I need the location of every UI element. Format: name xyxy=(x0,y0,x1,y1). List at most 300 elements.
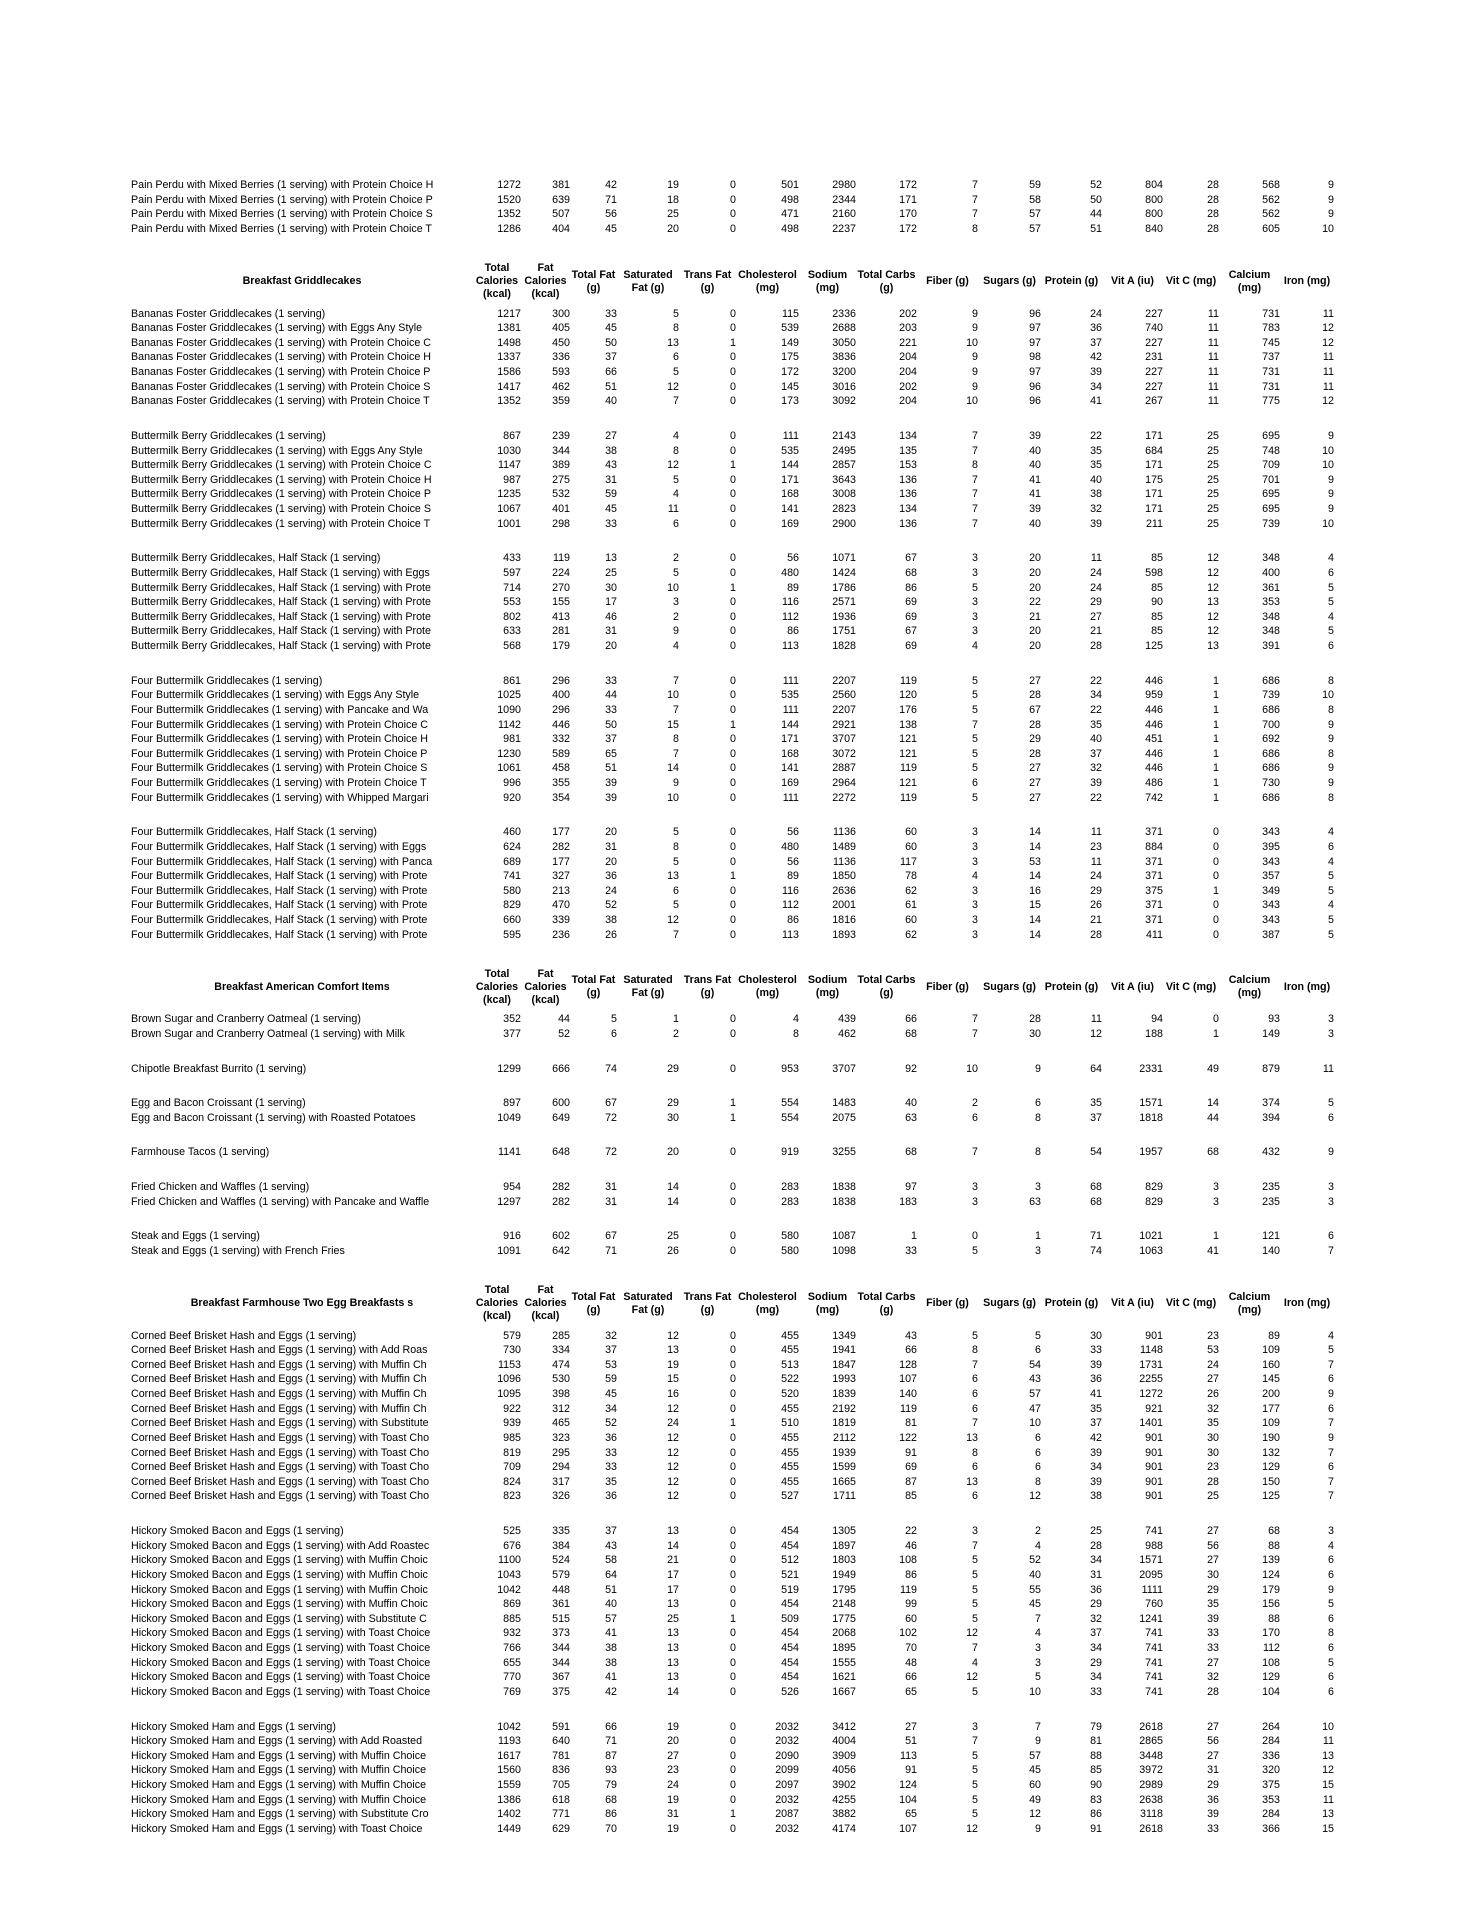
nutrient-value: 227 xyxy=(1145,380,1163,393)
nutrient-value: 1217 xyxy=(497,307,521,320)
column-header: Protein (g) xyxy=(1044,275,1099,287)
nutrient-value: 454 xyxy=(781,1539,799,1552)
nutrient-value: 802 xyxy=(503,610,521,623)
nutrient-value: 344 xyxy=(552,444,570,457)
nutrient-value: 9 xyxy=(972,351,978,364)
nutrient-value: 49 xyxy=(1029,1793,1041,1806)
nutrient-value: 539 xyxy=(781,322,799,335)
nutrient-value: 86 xyxy=(905,581,917,594)
nutrient-value: 1 xyxy=(730,718,736,731)
nutrient-value: 0 xyxy=(730,1793,736,1806)
table-row xyxy=(131,487,1334,502)
table-row xyxy=(131,222,1334,237)
nutrient-value: 5 xyxy=(972,1685,978,1698)
group-spacer xyxy=(131,531,1334,551)
nutrient-value: 12 xyxy=(1322,336,1334,349)
nutrient-value: 38 xyxy=(605,444,617,457)
nutrient-value: 57 xyxy=(1029,222,1041,235)
column-header: Total Calories (kcal) xyxy=(475,967,519,1006)
nutrient-value: 1305 xyxy=(832,1525,856,1537)
item-name: Four Buttermilk Griddlecakes, Half Stack (1 serving) with Panca xyxy=(131,855,433,868)
table-row xyxy=(131,913,1334,928)
nutrient-value: 30 xyxy=(1207,1431,1219,1444)
nutrient-value: 66 xyxy=(905,1344,917,1357)
nutrient-value: 57 xyxy=(605,1612,617,1625)
nutrient-value: 700 xyxy=(1262,718,1280,731)
nutrient-value: 1001 xyxy=(497,517,521,530)
nutrient-value: 12 xyxy=(1207,581,1219,594)
nutrient-value: 20 xyxy=(605,826,617,839)
nutrient-value: 7 xyxy=(673,703,679,716)
nutrient-value: 68 xyxy=(605,1793,617,1806)
nutrient-value: 4 xyxy=(1328,1329,1334,1342)
item-name: Hickory Smoked Ham and Eggs (1 serving) with Muffin Choice xyxy=(131,1779,427,1791)
nutrient-value: 605 xyxy=(1262,222,1280,235)
nutrient-value: 0 xyxy=(730,840,736,853)
nutrient-value: 510 xyxy=(781,1417,799,1430)
nutrient-value: 60 xyxy=(905,1612,917,1625)
table-row xyxy=(131,1145,1334,1160)
nutrient-value: 5 xyxy=(1035,1671,1041,1684)
nutrient-value: 4 xyxy=(673,429,679,442)
nutrient-value: 10 xyxy=(1029,1685,1041,1698)
nutrient-value: 11 xyxy=(1322,307,1334,320)
nutrient-value: 34 xyxy=(1090,689,1102,702)
nutrient-value: 624 xyxy=(503,840,521,853)
nutrient-value: 527 xyxy=(781,1490,799,1503)
nutrient-value: 33 xyxy=(1090,1344,1102,1357)
nutrient-value: 10 xyxy=(966,336,978,349)
nutrient-value: 921 xyxy=(1145,1402,1163,1415)
nutrient-value: 35 xyxy=(1090,718,1102,731)
nutrient-value: 32 xyxy=(605,1329,617,1342)
nutrient-value: 0 xyxy=(730,380,736,393)
nutrient-value: 5 xyxy=(1328,884,1334,897)
nutrient-value: 0 xyxy=(730,747,736,760)
nutrient-value: 227 xyxy=(1145,366,1163,378)
nutrient-value: 1148 xyxy=(1140,1344,1163,1357)
nutrient-value: 284 xyxy=(1262,1808,1280,1821)
nutrient-value: 12 xyxy=(1029,1808,1041,1821)
nutrient-value: 387 xyxy=(1262,928,1280,941)
nutrient-value: 741 xyxy=(1145,1685,1163,1698)
nutrient-value: 172 xyxy=(899,222,917,235)
nutrient-value: 270 xyxy=(552,581,570,594)
nutrient-value: 12 xyxy=(966,1671,978,1684)
nutrient-value: 54 xyxy=(1029,1358,1041,1371)
table-row xyxy=(131,307,1334,322)
nutrient-value: 47 xyxy=(1029,1402,1041,1415)
nutrient-value: 102 xyxy=(899,1627,917,1640)
nutrient-value: 0 xyxy=(730,928,736,941)
nutrient-value: 1 xyxy=(1213,777,1219,789)
nutrient-value: 10 xyxy=(1322,459,1334,472)
nutrient-value: 760 xyxy=(1145,1598,1163,1611)
nutrient-value: 63 xyxy=(905,1111,917,1124)
nutrient-value: 6 xyxy=(1328,1111,1334,1124)
nutrient-value: 150 xyxy=(1262,1475,1280,1488)
nutrient-value: 86 xyxy=(605,1808,617,1821)
nutrient-value: 204 xyxy=(899,351,917,364)
table-row xyxy=(131,1734,1334,1749)
nutrient-value: 2087 xyxy=(775,1808,799,1821)
nutrient-value: 231 xyxy=(1145,351,1163,364)
column-header: Total Carbs (g) xyxy=(857,974,916,1000)
item-name: Four Buttermilk Griddlecakes (1 serving) with Pancake and Wa xyxy=(131,703,429,716)
nutrient-value: 40 xyxy=(1090,473,1102,486)
nutrient-value: 43 xyxy=(605,1539,617,1552)
nutrient-value: 51 xyxy=(905,1735,917,1748)
nutrient-value: 684 xyxy=(1145,444,1163,457)
nutrient-value: 99 xyxy=(905,1598,917,1611)
nutrient-value: 89 xyxy=(1268,1329,1280,1342)
nutrient-value: 112 xyxy=(1262,1642,1280,1654)
nutrient-value: 134 xyxy=(899,429,917,442)
nutrient-value: 68 xyxy=(1090,1195,1102,1208)
nutrient-value: 5 xyxy=(972,1764,978,1777)
nutrient-value: 104 xyxy=(899,1793,917,1806)
nutrient-value: 177 xyxy=(1262,1402,1280,1415)
nutrient-value: 354 xyxy=(552,791,570,804)
nutrient-value: 36 xyxy=(605,1490,617,1503)
nutrient-value: 28 xyxy=(1207,1685,1219,1698)
nutrient-value: 0 xyxy=(730,503,736,515)
nutrient-value: 2090 xyxy=(775,1749,799,1762)
nutrient-value: 1555 xyxy=(832,1656,856,1669)
nutrient-value: 2823 xyxy=(832,503,856,515)
nutrient-value: 283 xyxy=(781,1181,799,1193)
nutrient-value: 1021 xyxy=(1139,1230,1163,1243)
nutrient-value: 66 xyxy=(605,366,617,378)
nutrient-value: 0 xyxy=(730,1598,736,1611)
table-row xyxy=(131,1670,1334,1685)
nutrient-value: 0 xyxy=(730,1735,736,1748)
nutrient-value: 74 xyxy=(605,1062,617,1075)
table-row xyxy=(131,551,1334,566)
nutrient-value: 446 xyxy=(1145,674,1163,687)
column-header: Cholesterol (mg) xyxy=(738,1290,797,1316)
nutrient-value: 885 xyxy=(503,1612,521,1625)
nutrient-value: 375 xyxy=(1262,1779,1280,1791)
nutrient-value: 60 xyxy=(905,840,917,853)
nutrient-value: 0 xyxy=(730,444,736,457)
nutrient-value: 901 xyxy=(1145,1490,1163,1503)
nutrient-value: 6 xyxy=(1328,840,1334,853)
nutrient-value: 2272 xyxy=(832,791,856,804)
nutrient-value: 766 xyxy=(503,1642,521,1654)
nutrient-value: 45 xyxy=(605,1388,617,1400)
nutrient-value: 64 xyxy=(1090,1062,1102,1075)
table-row xyxy=(131,791,1334,806)
nutrient-value: 1941 xyxy=(832,1344,856,1357)
nutrient-value: 5 xyxy=(972,703,978,716)
nutrient-value: 8 xyxy=(1328,791,1334,804)
nutrient-value: 0 xyxy=(1213,840,1219,853)
nutrient-value: 597 xyxy=(503,566,521,579)
nutrient-value: 2032 xyxy=(775,1822,799,1835)
nutrient-value: 901 xyxy=(1145,1329,1163,1342)
nutrient-value: 9 xyxy=(1328,503,1334,515)
nutrient-value: 3 xyxy=(1213,1195,1219,1208)
nutrient-value: 3 xyxy=(1035,1656,1041,1669)
nutrient-value: 1 xyxy=(911,1230,917,1243)
nutrient-value: 224 xyxy=(552,566,570,579)
nutrient-value: 2032 xyxy=(775,1793,799,1806)
nutrient-value: 335 xyxy=(552,1525,570,1537)
column-header: Iron (mg) xyxy=(1283,980,1331,993)
nutrient-value: 532 xyxy=(552,488,570,501)
nutrient-value: 568 xyxy=(1262,179,1280,191)
column-header: Fat Calories (kcal) xyxy=(524,1284,567,1322)
nutrient-value: 1751 xyxy=(832,625,856,638)
nutrient-value: 0 xyxy=(730,1627,736,1640)
nutrient-value: 1 xyxy=(730,336,736,349)
nutrient-value: 30 xyxy=(667,1111,679,1124)
nutrient-value: 323 xyxy=(552,1431,570,1444)
nutrient-value: 88 xyxy=(1268,1612,1280,1625)
nutrient-value: 1498 xyxy=(497,336,521,349)
nutrient-value: 1352 xyxy=(497,395,521,408)
nutrient-value: 2495 xyxy=(832,444,856,457)
nutrient-value: 37 xyxy=(1090,747,1102,760)
nutrient-value: 6 xyxy=(1328,640,1334,652)
item-name: Pain Perdu with Mixed Berries (1 serving) with Protein Choice S xyxy=(131,208,433,221)
nutrient-value: 446 xyxy=(552,718,570,731)
nutrient-value: 32 xyxy=(1207,1402,1219,1415)
nutrient-value: 39 xyxy=(1090,517,1102,530)
nutrient-value: 111 xyxy=(782,429,799,442)
table-row xyxy=(131,207,1334,222)
section-spacer xyxy=(131,237,1334,257)
nutrient-value: 20 xyxy=(667,1735,679,1748)
nutrient-value: 6 xyxy=(1328,1612,1334,1625)
nutrient-value: 731 xyxy=(1262,380,1280,393)
nutrient-value: 28 xyxy=(1029,689,1041,702)
item-name: Pain Perdu with Mixed Berries (1 serving) with Protein Choice T xyxy=(131,222,432,235)
nutrient-value: 30 xyxy=(1090,1329,1102,1342)
nutrient-value: 200 xyxy=(1262,1388,1280,1400)
nutrient-value: 9 xyxy=(1328,733,1334,746)
nutrient-value: 554 xyxy=(781,1111,799,1124)
nutrient-value: 602 xyxy=(552,1230,570,1243)
nutrient-value: 361 xyxy=(1262,581,1280,594)
nutrient-value: 1136 xyxy=(833,826,856,839)
nutrient-value: 5 xyxy=(972,1793,978,1806)
item-name: Egg and Bacon Croissant (1 serving) xyxy=(131,1097,306,1110)
item-name: Four Buttermilk Griddlecakes, Half Stack (1 serving) with Prote xyxy=(131,870,428,883)
nutrient-value: 88 xyxy=(1268,1539,1280,1552)
item-name: Corned Beef Brisket Hash and Eggs (1 serving) with Muffin Ch xyxy=(131,1388,427,1400)
nutrient-value: 45 xyxy=(605,322,617,335)
nutrient-value: 714 xyxy=(503,581,521,594)
nutrient-value: 46 xyxy=(605,610,617,623)
nutrient-value: 28 xyxy=(1090,640,1102,652)
nutrient-value: 40 xyxy=(905,1097,917,1110)
nutrient-value: 11 xyxy=(667,503,679,515)
nutrient-value: 8 xyxy=(673,733,679,746)
nutrient-value: 78 xyxy=(905,870,917,883)
nutrient-value: 35 xyxy=(1090,444,1102,457)
nutrient-value: 37 xyxy=(1090,1111,1102,1124)
nutrient-value: 1 xyxy=(1213,733,1219,746)
nutrient-value: 0 xyxy=(730,855,736,868)
nutrient-value: 455 xyxy=(781,1461,799,1474)
item-name: Four Buttermilk Griddlecakes (1 serving) with Protein Choice C xyxy=(131,718,428,731)
nutrient-value: 7 xyxy=(972,444,978,457)
nutrient-value: 7 xyxy=(972,718,978,731)
nutrient-value: 173 xyxy=(781,395,799,408)
nutrient-value: 5 xyxy=(1328,1656,1334,1669)
nutrient-value: 32 xyxy=(1090,503,1102,515)
nutrient-value: 0 xyxy=(730,366,736,378)
table-row xyxy=(131,1489,1334,1504)
nutrient-value: 513 xyxy=(781,1358,799,1371)
nutrient-value: 66 xyxy=(605,1720,617,1733)
nutrient-value: 1096 xyxy=(497,1373,521,1386)
nutrient-value: 334 xyxy=(552,1344,570,1357)
group-spacer xyxy=(131,1504,1334,1524)
nutrient-value: 5 xyxy=(972,1808,978,1821)
nutrient-value: 0 xyxy=(730,1446,736,1459)
item-name: Hickory Smoked Ham and Eggs (1 serving) with Muffin Choice xyxy=(131,1749,427,1762)
nutrient-value: 1828 xyxy=(832,640,856,652)
nutrient-value: 56 xyxy=(787,855,799,868)
item-name: Corned Beef Brisket Hash and Eggs (1 serving) with Toast Cho xyxy=(131,1461,430,1474)
nutrient-value: 2075 xyxy=(832,1111,856,1124)
nutrient-value: 97 xyxy=(1029,322,1041,335)
nutrient-value: 119 xyxy=(899,791,917,804)
nutrient-value: 3972 xyxy=(1139,1764,1163,1777)
nutrition-table xyxy=(131,178,1334,1837)
nutrient-value: 1235 xyxy=(497,488,521,501)
nutrient-value: 45 xyxy=(605,222,617,235)
nutrient-value: 2638 xyxy=(1139,1793,1163,1806)
nutrient-value: 113 xyxy=(899,1749,917,1762)
nutrient-value: 12 xyxy=(1207,566,1219,579)
nutrient-value: 11 xyxy=(1090,1013,1102,1026)
nutrient-value: 0 xyxy=(730,884,736,897)
table-row xyxy=(131,1778,1334,1793)
nutrient-value: 2921 xyxy=(832,718,856,731)
nutrient-value: 1795 xyxy=(832,1583,856,1596)
nutrient-value: 13 xyxy=(966,1431,978,1444)
nutrient-value: 535 xyxy=(781,444,799,457)
nutrient-value: 660 xyxy=(503,914,521,926)
nutrient-value: 3 xyxy=(972,1525,978,1537)
nutrient-value: 140 xyxy=(899,1388,917,1400)
nutrient-value: 83 xyxy=(1090,1793,1102,1806)
nutrient-value: 121 xyxy=(1262,1230,1280,1243)
nutrient-value: 112 xyxy=(781,610,799,623)
nutrient-value: 11 xyxy=(1090,855,1102,868)
nutrient-value: 26 xyxy=(1090,899,1102,912)
nutrient-value: 90 xyxy=(1151,596,1163,609)
nutrient-value: 3 xyxy=(972,840,978,853)
nutrient-value: 11 xyxy=(1207,366,1219,378)
nutrient-value: 12 xyxy=(667,1402,679,1415)
nutrient-value: 60 xyxy=(1029,1779,1041,1791)
nutrient-value: 72 xyxy=(605,1146,617,1159)
table-row xyxy=(131,336,1334,351)
nutrient-value: 31 xyxy=(605,1181,617,1193)
nutrient-value: 2 xyxy=(673,610,679,623)
nutrient-value: 7 xyxy=(972,1735,978,1748)
nutrient-value: 470 xyxy=(552,899,570,912)
nutrient-value: 11 xyxy=(1207,395,1219,408)
nutrient-value: 12 xyxy=(1207,625,1219,638)
nutrient-value: 94 xyxy=(1151,1013,1163,1026)
nutrient-value: 14 xyxy=(1029,870,1041,883)
nutrient-value: 7 xyxy=(972,503,978,515)
nutrient-value: 124 xyxy=(899,1779,917,1791)
group-spacer xyxy=(131,654,1334,674)
nutrient-value: 19 xyxy=(667,1720,679,1733)
nutrient-value: 61 xyxy=(905,899,917,912)
nutrient-value: 122 xyxy=(899,1431,917,1444)
nutrient-value: 221 xyxy=(899,336,917,349)
nutrient-value: 43 xyxy=(1029,1373,1041,1386)
nutrient-value: 28 xyxy=(1029,718,1041,731)
item-name: Hickory Smoked Ham and Eggs (1 serving) with Add Roasted xyxy=(131,1735,423,1748)
nutrient-value: 6 xyxy=(673,517,679,530)
column-header: Vit C (mg) xyxy=(1165,275,1217,287)
nutrient-value: 12 xyxy=(1322,322,1334,335)
nutrient-value: 35 xyxy=(1207,1598,1219,1611)
nutrient-value: 57 xyxy=(1029,1388,1041,1400)
nutrient-value: 12 xyxy=(1090,1027,1102,1040)
nutrient-value: 24 xyxy=(1090,581,1102,594)
nutrient-value: 0 xyxy=(730,791,736,804)
column-header: Fiber (g) xyxy=(926,1297,969,1309)
table-row xyxy=(131,1460,1334,1475)
spacer-cell xyxy=(131,409,473,429)
nutrient-value: 371 xyxy=(1145,899,1163,912)
nutrient-value: 525 xyxy=(503,1525,521,1537)
nutrient-value: 70 xyxy=(905,1642,917,1654)
nutrient-value: 530 xyxy=(552,1373,570,1386)
nutrient-value: 7 xyxy=(972,429,978,442)
nutrient-value: 507 xyxy=(552,208,570,221)
nutrient-value: 0 xyxy=(730,1146,736,1159)
item-name: Buttermilk Berry Griddlecakes (1 serving) with Protein Choice S xyxy=(131,503,431,515)
nutrient-value: 36 xyxy=(1090,1583,1102,1596)
table-row xyxy=(131,1229,1334,1244)
column-header: Sugars (g) xyxy=(983,980,1036,993)
nutrient-value: 2097 xyxy=(775,1779,799,1791)
nutrient-value: 1936 xyxy=(832,610,856,623)
nutrient-value: 0 xyxy=(730,1764,736,1777)
nutrient-value: 312 xyxy=(552,1402,570,1415)
nutrient-value: 24 xyxy=(1207,1358,1219,1371)
nutrient-value: 50 xyxy=(605,336,617,349)
nutrient-value: 2336 xyxy=(832,307,856,320)
column-header: Saturated Fat (g) xyxy=(623,1290,673,1316)
table-row xyxy=(131,1475,1334,1490)
nutrient-value: 37 xyxy=(605,733,617,746)
nutrient-value: 45 xyxy=(605,503,617,515)
nutrient-value: 1 xyxy=(730,1111,736,1124)
nutrient-value: 446 xyxy=(1145,762,1163,775)
nutrient-value: 3 xyxy=(1328,1181,1334,1193)
nutrient-value: 183 xyxy=(899,1195,917,1208)
nutrient-value: 460 xyxy=(503,826,521,839)
nutrient-value: 5 xyxy=(972,1598,978,1611)
nutrient-value: 10 xyxy=(1322,1720,1334,1733)
nutrient-value: 86 xyxy=(787,625,799,638)
table-row xyxy=(131,1656,1334,1671)
nutrient-value: 35 xyxy=(1090,1097,1102,1110)
nutrient-value: 112 xyxy=(781,899,799,912)
